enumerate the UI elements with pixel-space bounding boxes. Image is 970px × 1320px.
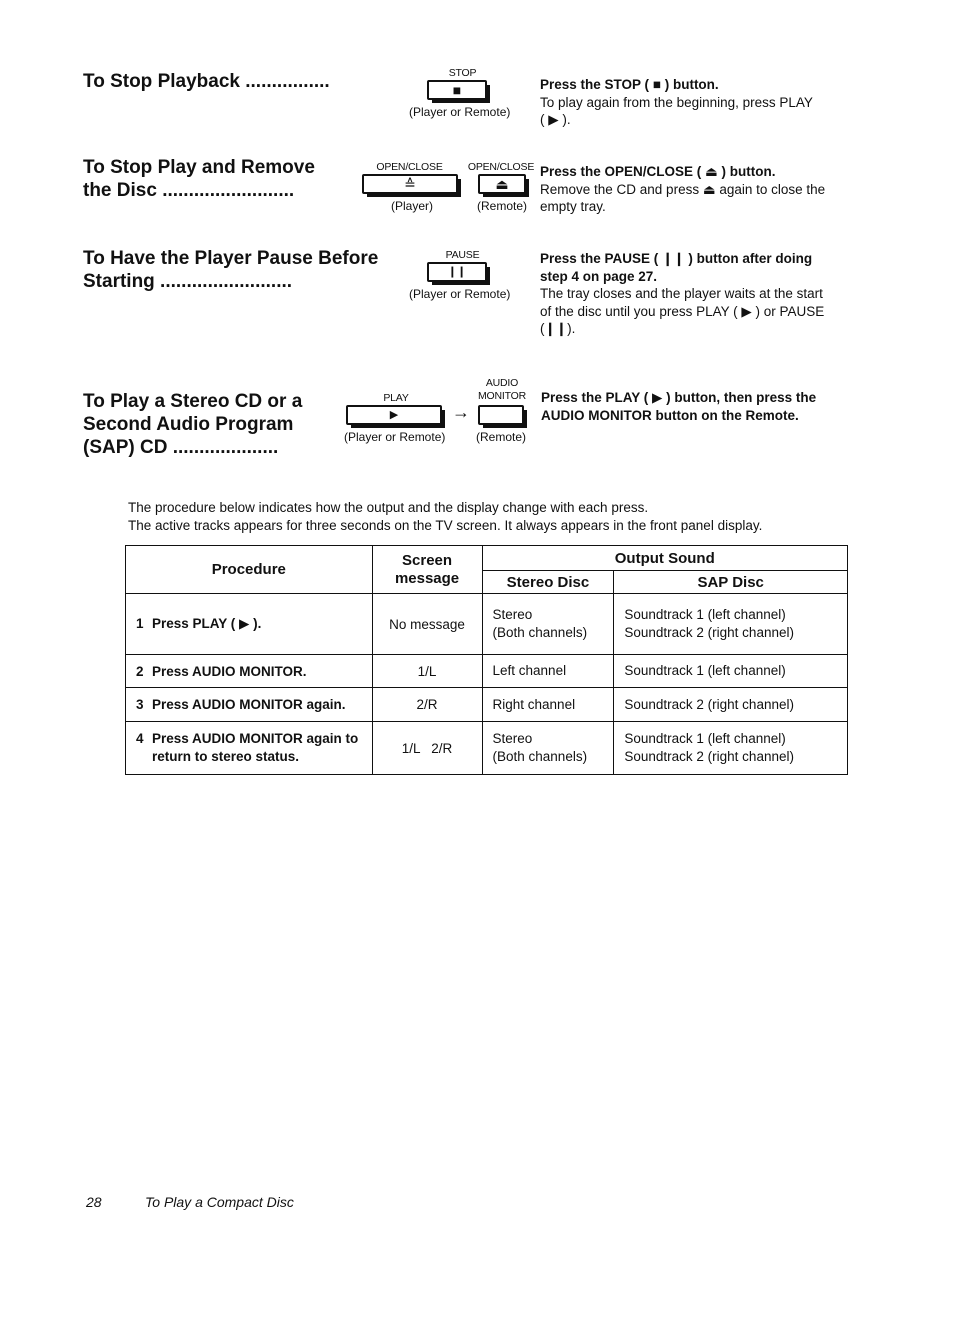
arrow-icon: → [452, 402, 470, 422]
cell-line: Soundtrack 2 (right channel) [624, 749, 794, 764]
heading-line: Second Audio Program [83, 414, 294, 435]
step-text: Press AUDIO MONITOR again to [152, 731, 359, 746]
desc-line: empty tray. [540, 199, 606, 214]
pause-button-label: PAUSE [445, 249, 480, 261]
desc-line: To play again from the beginning, press PLAY [540, 94, 813, 110]
cell-line: Right channel [492, 696, 576, 712]
cell-line: Left channel [492, 663, 567, 678]
table-row [126, 594, 848, 655]
play-icon: ▶ [389, 408, 399, 421]
cell-line: Soundtrack 2 (right channel) [624, 696, 794, 712]
desc-bold-line: step 4 on page 27. [540, 268, 658, 284]
table-row [126, 688, 848, 722]
play-button-label: PLAY [383, 392, 409, 404]
screen-message-cell: No message [372, 594, 482, 655]
pause-button-caption: (Player or Remote) [409, 287, 511, 301]
heading-pause-before-starting [83, 247, 378, 293]
intro-line: The active tracks appears for three seconds on the TV screen. It always appears in the front panel display. [128, 518, 763, 533]
procedure-table [125, 545, 848, 775]
stereo-disc-cell [482, 655, 614, 688]
stereo-sap-description [541, 389, 851, 424]
procedure-cell [126, 722, 373, 775]
header-sap-disc: SAP Disc [614, 571, 848, 594]
open-close-remote-button[interactable] [478, 174, 526, 194]
heading-line: To Play a Stereo CD or a [83, 391, 303, 412]
open-close-player-label: OPEN/CLOSE [376, 161, 443, 173]
heading-line: Starting ......................... [83, 271, 293, 292]
eject-icon: ⏏ [495, 176, 509, 192]
header-line: Screen [402, 551, 453, 569]
cell-line: Soundtrack 1 (left channel) [624, 663, 786, 678]
stop-button[interactable] [427, 80, 487, 100]
step-text: return to stereo status. [152, 749, 300, 764]
heading-line: To Stop Playback ................ [83, 71, 330, 92]
screen-message-cell: 1/L 2/R [372, 722, 482, 775]
heading-stereo-sap-cd [83, 390, 302, 459]
heading-line: To Stop Play and Remove [83, 157, 315, 178]
screen-message-cell: 1/L [372, 655, 482, 688]
intro-line: The procedure below indicates how the output and the display change with each press. [128, 500, 649, 515]
desc-bold-line: Press the PAUSE ( ❙❙ ) button after doing [540, 251, 813, 266]
open-close-remote-label: OPEN/CLOSE [467, 161, 535, 173]
step-number: 4 [136, 731, 144, 746]
stop-playback-description [540, 76, 840, 129]
stereo-disc-cell [482, 594, 614, 655]
step-text: Press PLAY ( ▶ ). [152, 616, 262, 631]
heading-line: (SAP) CD .................... [83, 437, 279, 458]
sap-disc-cell [614, 688, 848, 722]
desc-bold-line: AUDIO MONITOR button on the Remote. [541, 407, 799, 423]
desc-bold-line: Press the PLAY ( ▶ ) button, then press the [541, 390, 817, 405]
header-output-sound: Output Sound [482, 546, 847, 571]
step-text: Press AUDIO MONITOR. [152, 663, 307, 679]
eject-icon: ≙ [404, 176, 416, 192]
cell-line: (Both channels) [492, 625, 588, 640]
play-button-caption: (Player or Remote) [344, 430, 446, 444]
stop-button-caption: (Player or Remote) [409, 105, 511, 119]
label-line: AUDIO [485, 377, 519, 389]
table-row [126, 722, 848, 775]
footer-title: To Play a Compact Disc [145, 1194, 294, 1210]
cell-line: Stereo [492, 731, 533, 746]
step-number: 2 [136, 663, 144, 679]
cell-line: Stereo [492, 607, 533, 622]
open-close-player-button[interactable] [362, 174, 458, 194]
desc-line: ( ▶ ). [540, 112, 571, 127]
heading-line: To Have the Player Pause Before [83, 248, 379, 269]
audio-monitor-button[interactable] [478, 405, 524, 425]
desc-line: Remove the CD and press ⏏ again to close the [540, 181, 826, 197]
cell-line: Soundtrack 1 (left channel) [624, 731, 786, 746]
procedure-cell [126, 688, 373, 722]
open-close-player-caption: (Player) [391, 199, 434, 213]
stop-icon: ■ [452, 82, 462, 98]
screen-message-cell: 2/R [372, 688, 482, 722]
heading-line: the Disc ......................... [83, 180, 295, 201]
label-line: MONITOR [478, 389, 526, 402]
play-button[interactable] [346, 405, 442, 425]
stop-playback-instruction: Press the STOP ( ■ ) button. [540, 77, 719, 92]
desc-line: The tray closes and the player waits at the start [540, 286, 823, 301]
stereo-disc-cell [482, 722, 614, 775]
cell-line: Soundtrack 1 (left channel) [624, 607, 786, 622]
sap-disc-cell [614, 722, 848, 775]
procedure-cell [126, 594, 373, 655]
header-line: message [394, 569, 460, 587]
header-procedure: Procedure [126, 546, 373, 594]
pause-description [540, 250, 850, 338]
step-text: Press AUDIO MONITOR again. [152, 697, 346, 712]
pause-button[interactable] [427, 262, 487, 282]
desc-line: (❙❙). [540, 321, 576, 336]
remove-disc-description [540, 163, 850, 216]
heading-remove-disc [83, 156, 315, 202]
step-number: 1 [136, 616, 144, 631]
remove-disc-instruction: Press the OPEN/CLOSE ( ⏏ ) button. [540, 164, 776, 179]
page-number: 28 [86, 1194, 102, 1210]
audio-monitor-button-label [474, 377, 530, 402]
header-stereo-disc: Stereo Disc [482, 571, 614, 594]
open-close-remote-caption: (Remote) [477, 199, 528, 213]
cell-line: (Both channels) [492, 749, 588, 764]
heading-stop-playback [83, 70, 330, 93]
cell-line: Soundtrack 2 (right channel) [624, 625, 794, 640]
header-screen-message [372, 546, 482, 594]
audio-monitor-button-caption: (Remote) [476, 430, 527, 444]
sap-disc-cell [614, 655, 848, 688]
step-number: 3 [136, 697, 144, 712]
pause-icon: ❙❙ [447, 265, 467, 278]
procedure-cell [126, 655, 373, 688]
stereo-disc-cell [482, 688, 614, 722]
procedure-intro [128, 499, 848, 535]
stop-button-label: STOP [448, 67, 477, 79]
table-row [126, 655, 848, 688]
sap-disc-cell [614, 594, 848, 655]
desc-line: of the disc until you press PLAY ( ▶ ) or PAUSE [540, 303, 825, 319]
